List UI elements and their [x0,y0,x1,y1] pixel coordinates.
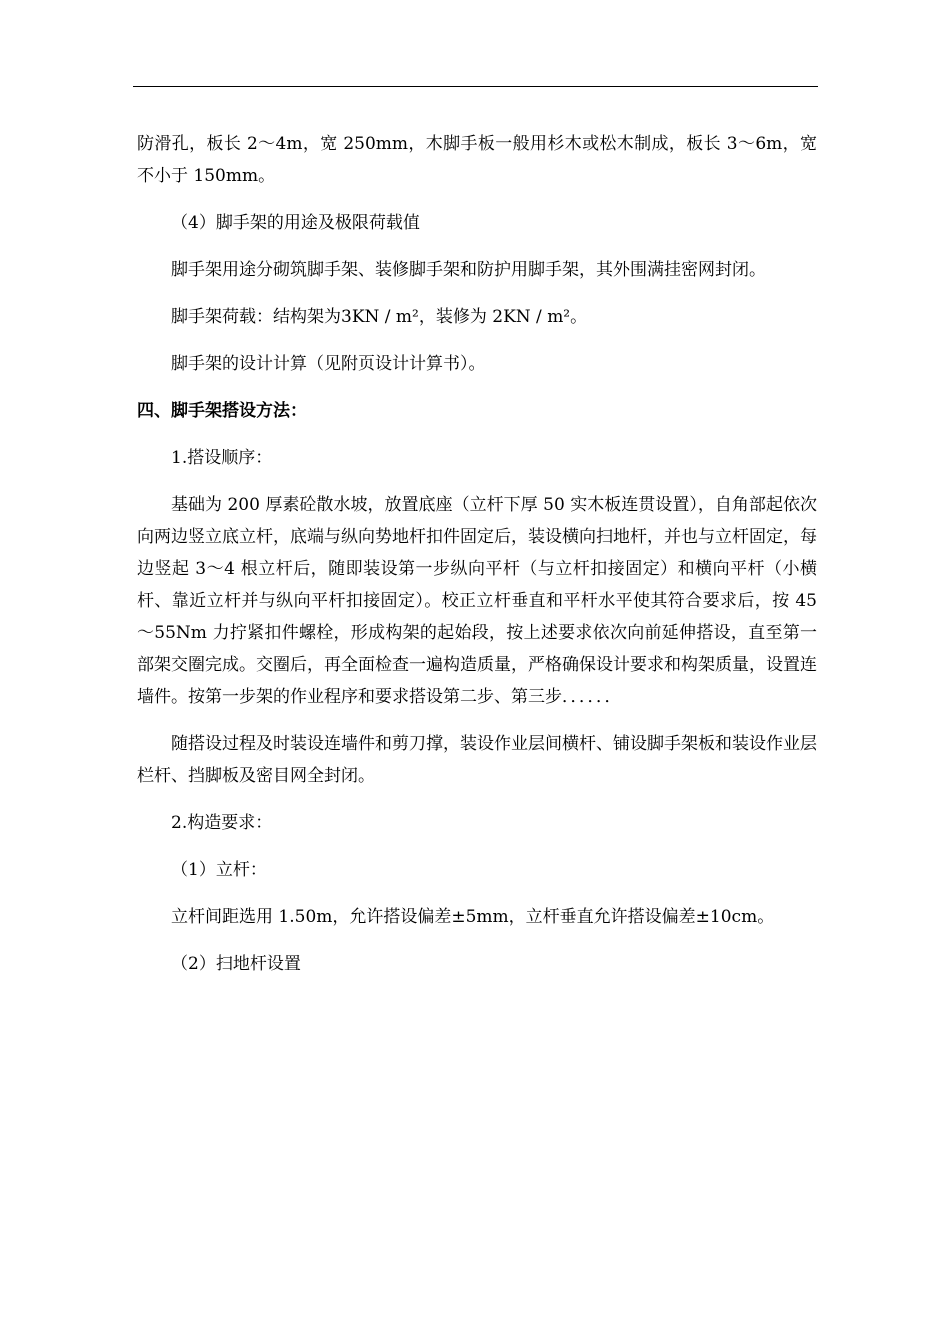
header-rule [133,86,818,87]
section-heading-erection-method: 四、脚手架搭设方法： [137,401,307,421]
paragraph-board-spec: 防滑孔，板长 2～4m，宽 250mm，木脚手板一般用杉木或松木制成，板长 3～6m，宽不小于 150mm。 [137,134,817,186]
paragraph-wall-ties: 随搭设过程及时装设连墙件和剪刀撑，装设作业层间横杆、铺设脚手架板和装设作业层栏杆、挡脚板及密目网全封闭。 [137,734,817,786]
heading-uprights: （1）立杆： [171,860,267,880]
document-body [137,128,817,980]
heading-usage-load: （4）脚手架的用途及极限荷载值 [171,213,420,233]
heading-sweep-rod: （2）扫地杆设置 [171,954,301,974]
paragraph-usage: 脚手架用途分砌筑脚手架、装修脚手架和防护用脚手架，其外围满挂密网封闭。 [171,260,766,280]
heading-erection-sequence: 1.搭设顺序： [171,448,273,468]
paragraph-upright-spacing: 立杆间距选用 1.50m，允许搭设偏差±5mm，立杆垂直允许搭设偏差±10cm。 [171,907,775,927]
heading-structure-requirements: 2.构造要求： [171,813,273,833]
paragraph-load: 脚手架荷载：结构架为3KN / m²，装修为 2KN / m²。 [171,307,588,327]
paragraph-erection-sequence: 基础为 200 厚素砼散水坡，放置底座（立杆下厚 50 实木板连贯设置），自角部起依次向两边竖立底立杆，底端与纵向势地杆扣件固定后，装设横向扫地杆，并也与立杆固定，每边竖起 3～4 根立杆后，随即装设第一步纵向平杆（与立杆扣接固定）和横向平杆（小横杆、靠近立杆并与纵向平杆扣接固定）。校正立杆垂直和平杆水平使其符合要求后，按 45～55Nm 力拧紧扣件螺栓，形成构架的起始段，按上述要求依次向前延伸搭设，直至第一部架交圈完成。交圈后，再全面检查一遍构造质量，严格确保设计要求和构架质量，设置连墙件。按第一步架的作业程序和要求搭设第二步、第三步．．．．．． [137,495,817,707]
paragraph-design-calc: 脚手架的设计计算（见附页设计计算书）。 [171,354,486,374]
